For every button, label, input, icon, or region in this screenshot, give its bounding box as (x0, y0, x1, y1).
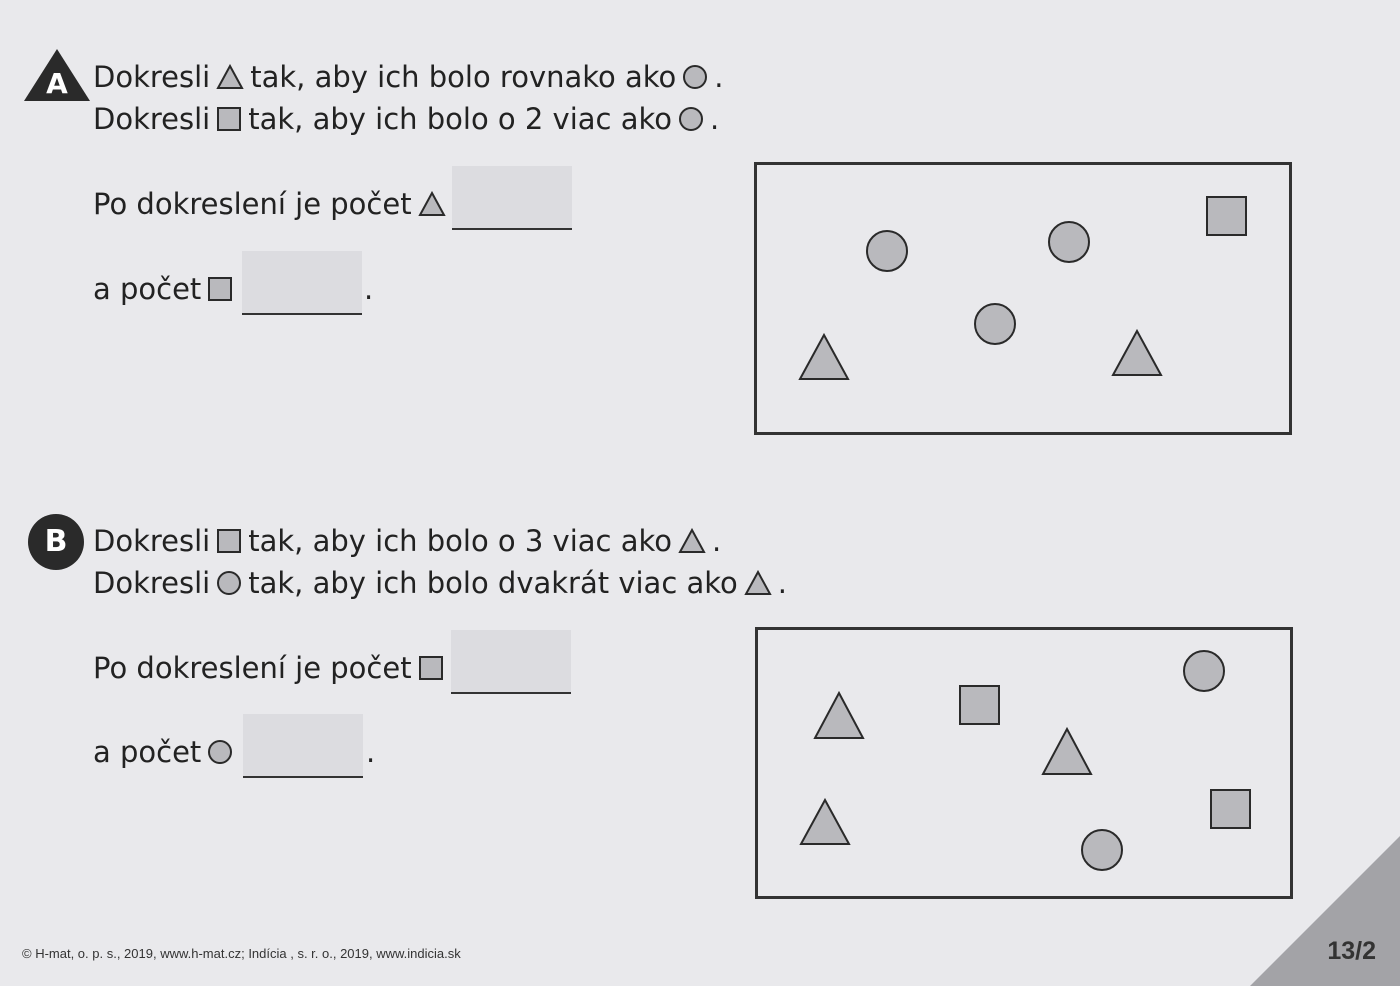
circle-shape (975, 304, 1015, 344)
period: . (364, 272, 374, 306)
circle-shape (1049, 222, 1089, 262)
triangle-icon (678, 528, 706, 554)
square-icon (216, 528, 242, 554)
section-a-badge (22, 47, 92, 103)
section-a-question-1: Po dokreslení je počet (93, 183, 452, 225)
drawing-area-a[interactable] (754, 162, 1292, 435)
circle-shape (867, 231, 907, 271)
triangle-icon (418, 191, 446, 217)
square-icon (216, 106, 242, 132)
answer-box-square-count[interactable] (451, 630, 571, 694)
triangle-icon (744, 570, 772, 596)
section-b-question-1: Po dokreslení je počet (93, 647, 450, 689)
section-a-badge-label: A (46, 67, 68, 100)
circle-icon (678, 106, 704, 132)
circle-icon (207, 739, 233, 765)
copyright-footer: © H-mat, o. p. s., 2019, www.h-mat.cz; Indícia , s. r. o., 2019, www.indicia.sk (22, 946, 461, 961)
square-shape (1207, 197, 1246, 235)
square-shape (1211, 790, 1250, 828)
corner-tab (1250, 836, 1400, 986)
section-b-instruction-1: Dokresli tak, aby ich bolo o 3 viac ako . (93, 524, 722, 558)
drawing-area-b[interactable] (755, 627, 1293, 899)
answer-box-square-count[interactable] (242, 251, 362, 315)
answer-box-triangle-count[interactable] (452, 166, 572, 230)
section-b-badge: B (28, 514, 84, 570)
triangle-shape (800, 335, 848, 379)
section-a-question-2: a počet (93, 268, 239, 310)
triangle-shape (1043, 729, 1091, 774)
section-b-question-2: a počet (93, 731, 239, 773)
square-shape (960, 686, 999, 724)
circle-shape (1082, 830, 1122, 870)
page-number: 13/2 (1327, 937, 1376, 965)
section-a-instruction-2: Dokresli tak, aby ich bolo o 2 viac ako . (93, 102, 720, 136)
period: . (366, 735, 376, 769)
square-icon (418, 655, 444, 681)
circle-shape (1184, 651, 1224, 691)
triangle-shape (1113, 331, 1161, 375)
circle-icon (682, 64, 708, 90)
triangle-shape (815, 693, 863, 738)
triangle-shape (801, 800, 849, 844)
circle-icon (216, 570, 242, 596)
square-icon (207, 276, 233, 302)
triangle-icon (216, 64, 244, 90)
answer-box-circle-count[interactable] (243, 714, 363, 778)
section-b-instruction-2: Dokresli tak, aby ich bolo dvakrát viac ako . (93, 566, 787, 600)
section-a-instruction-1: Dokresli tak, aby ich bolo rovnako ako . (93, 60, 724, 94)
